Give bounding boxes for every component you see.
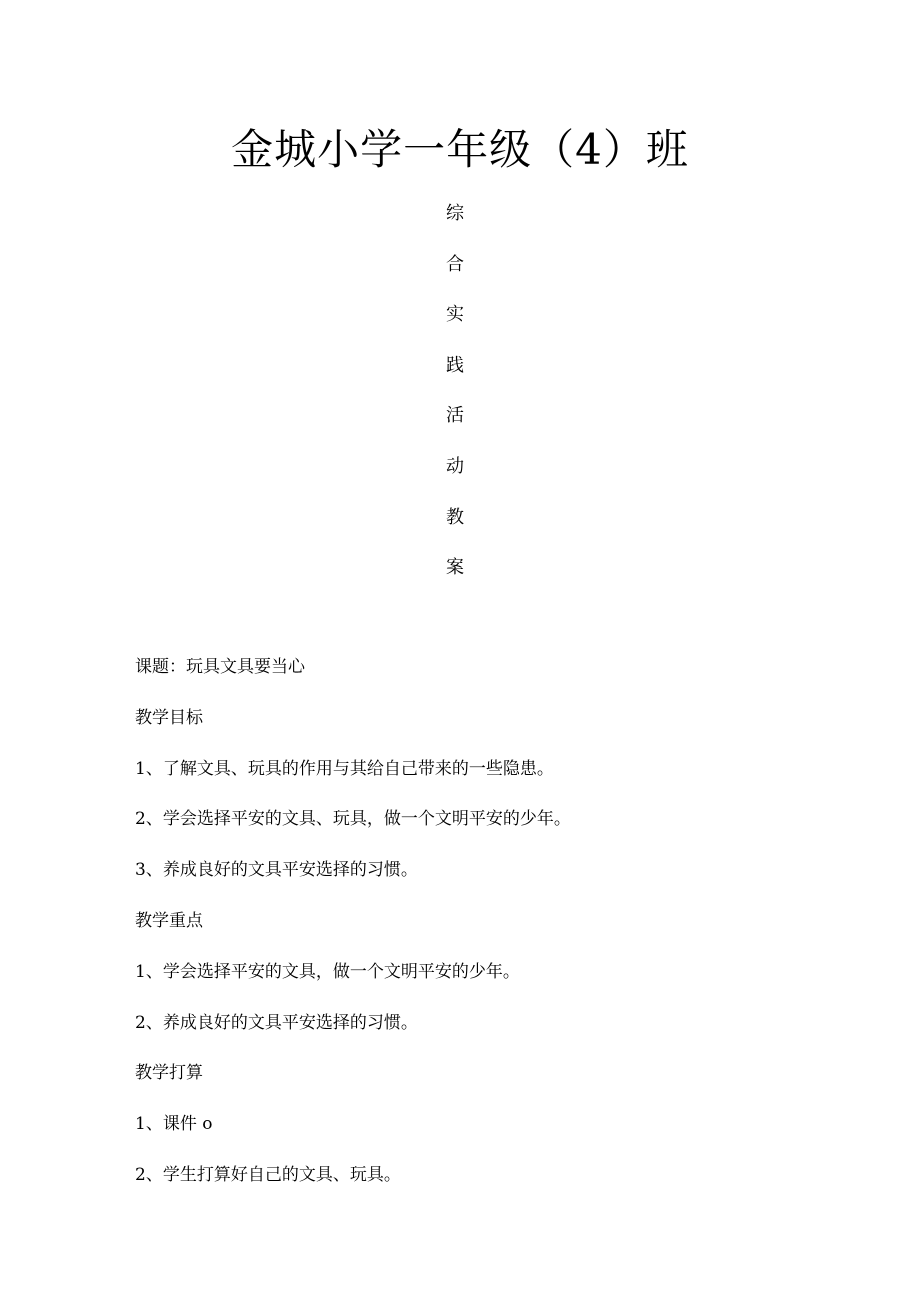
subtitle-char: 践: [446, 354, 464, 376]
subtitle-char: 合: [446, 253, 464, 275]
lesson-topic: 课题：玩具文具要当心: [135, 657, 305, 677]
page-title: 金城小学一年级（4）班: [231, 125, 689, 174]
subtitle-char: 案: [446, 557, 464, 579]
subtitle-char: 活: [446, 405, 464, 427]
subtitle-char: 教: [446, 506, 464, 528]
preparation-item: 2、学生打算好自己的文具、玩具。: [135, 1164, 401, 1185]
lesson-body: [135, 652, 835, 1211]
preparation-item: 1、课件 o: [135, 1114, 213, 1135]
objective-item: 3、养成良好的文具平安选择的习惯。: [135, 860, 418, 881]
section-heading-key-points: 教学重点: [135, 910, 203, 931]
key-point-item: 1、学会选择平安的文具，做一个文明平安的少年。: [135, 961, 520, 982]
section-heading-preparation: 教学打算: [135, 1063, 203, 1084]
vertical-subtitle: [430, 200, 480, 605]
section-heading-objectives: 教学目标: [135, 707, 203, 728]
objective-item: 2、学会选择平安的文具、玩具，做一个文明平安的少年。: [135, 809, 571, 830]
key-point-item: 2、养成良好的文具平安选择的习惯。: [135, 1012, 418, 1033]
subtitle-char: 实: [446, 304, 464, 326]
subtitle-char: 动: [446, 455, 464, 477]
objective-item: 1、了解文具、玩具的作用与其给自己带来的一些隐患。: [135, 758, 554, 779]
subtitle-char: 综: [446, 203, 464, 224]
